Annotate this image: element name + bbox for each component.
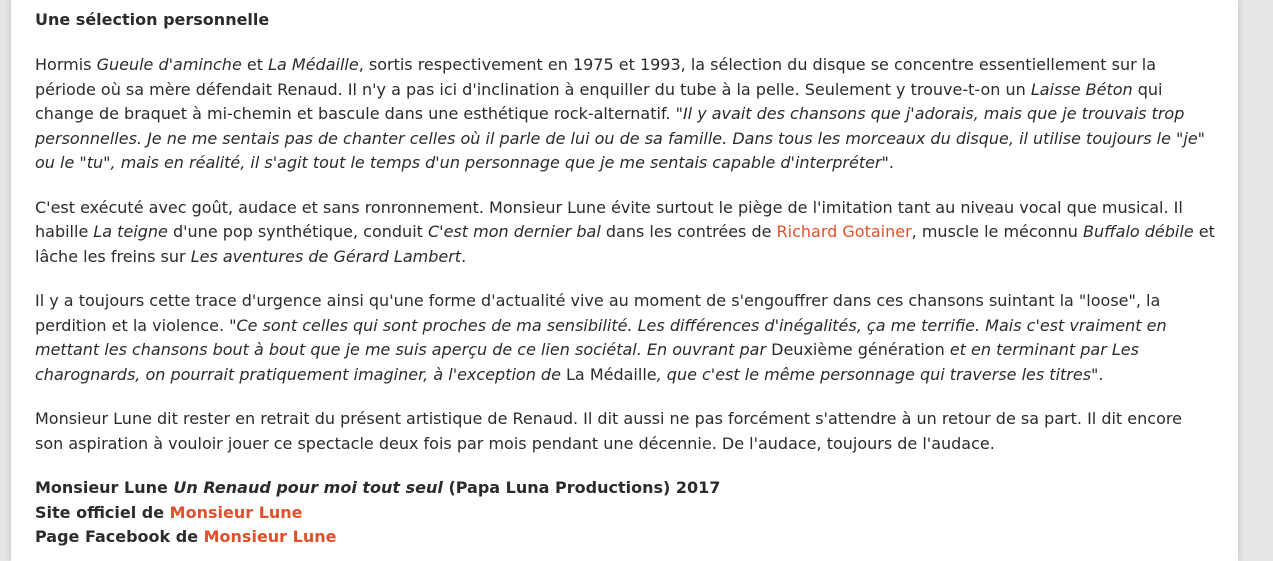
article-body	[35, 8, 1215, 550]
para2-title-la-teigne: La teigne	[93, 222, 168, 241]
paragraph-3	[35, 289, 1215, 387]
para2-text-5: et lâche les freins sur	[35, 222, 1215, 266]
official-site-link[interactable]: Monsieur Lune	[169, 502, 303, 522]
para3-quote-1: "Ce sont celles qui sont proches de ma sensibilité. Les différences d'inégalités, ça me terrifie. Mais c'est vraiment en mettant les chansons bout à bout que je me suis aperçu de ce lien sociétal. En ouvrant par	[35, 315, 1167, 359]
para2-text-1: C'est exécuté avec goût, audace et sans ronronnement. Monsieur Lune évite surtout le piège de l'imitation tant au niveau vocal que musical. Il habille	[35, 197, 1183, 241]
facebook-page-line	[35, 525, 1215, 550]
official-site-line	[35, 501, 1215, 526]
para1-title-laisse-beton: Laisse Béton	[1030, 79, 1133, 99]
paragraph-4: Monsieur Lune dit rester en retrait du présent artistique de Renaud. Il dit aussi ne pas forcément s'attendre à un retour de sa part. Il dit encore son aspiration à vouloir jouer ce spectacle deux fois par mois pendant une décennie. De l'audace, toujours de l'audace.	[35, 409, 1182, 453]
para1-text-3: , sortis respectivement en 1975 et 1993, la sélection du disque se concentre essentiellement sur la période où sa mère défendait Renaud. Il n'y a pas ici d'inclination à enquiller du tube à la pelle. Seulement y trouve-t-on un	[35, 55, 1157, 99]
para2-title-buffalo: Buffalo débile	[1082, 222, 1194, 241]
para2-text-6: .	[461, 246, 467, 266]
album-line	[35, 476, 1215, 501]
paragraph-1	[35, 53, 1215, 176]
para1-text-1: Hormis	[35, 55, 97, 74]
credits-label: (Papa Luna Productions) 2017	[442, 478, 721, 497]
page-card	[11, 0, 1238, 561]
credits-artist: Monsieur Lune	[35, 478, 174, 497]
para1-text-2: et	[241, 55, 269, 74]
para2-text-2: d'une pop synthétique, conduit	[167, 222, 428, 241]
facebook-prefix: Page Facebook de	[35, 527, 204, 546]
section-title: Une sélection personnelle	[35, 10, 270, 29]
richard-gotainer-link[interactable]: Richard Gotainer	[776, 222, 912, 241]
para2-title-gerard-lambert: Les aventures de Gérard Lambert	[190, 246, 462, 266]
album-credits	[35, 476, 1215, 550]
site-prefix: Site officiel de	[35, 502, 170, 522]
para2-text-4: , muscle le méconnu	[911, 222, 1083, 241]
para1-title-medaille: La Médaille	[268, 55, 359, 74]
para3-text-2: .	[1098, 364, 1104, 384]
para3-title-deuxieme: Deuxième génération	[771, 340, 945, 359]
paragraph-2	[35, 196, 1215, 270]
para1-text-5: .	[888, 153, 894, 172]
para2-title-dernier-bal: C'est mon dernier bal	[428, 222, 601, 241]
para1-quote: "Il y avait des chansons que j'adorais, mais que je trouvais trop personnelles. Je ne me sentais pas de chanter celles où il parle de lui ou de sa famille. Dans tous les morceaux du disque, il utilise toujours le "je" ou le "tu", mais en réalité, il s'agit tout le temps d'un personnage que je me sentais capable d'interpréter"	[35, 104, 1206, 172]
para3-title-medaille: La Médaille	[566, 364, 657, 384]
para1-title-gueule: Gueule d'aminche	[96, 55, 242, 74]
para3-quote-2: et en terminant par Les charognards, on pourrait pratiquement imaginer, à l'exception de	[35, 340, 1139, 384]
credits-album-title: Un Renaud pour moi tout seul	[173, 478, 443, 497]
para3-text-1: Il y a toujours cette trace d'urgence ainsi qu'une forme d'actualité vive au moment de s'engouffrer dans ces chansons suintant la "loose", la perdition et la violence.	[35, 291, 1161, 335]
para1-text-4: qui change de braquet à mi-chemin et bascule dans une esthétique rock-alternatif.	[35, 79, 1163, 123]
para3-quote-3: , que c'est le même personnage qui traverse les titres"	[656, 364, 1099, 384]
facebook-page-link[interactable]: Monsieur Lune	[203, 527, 337, 546]
para2-text-3: dans les contrées de	[600, 222, 777, 241]
